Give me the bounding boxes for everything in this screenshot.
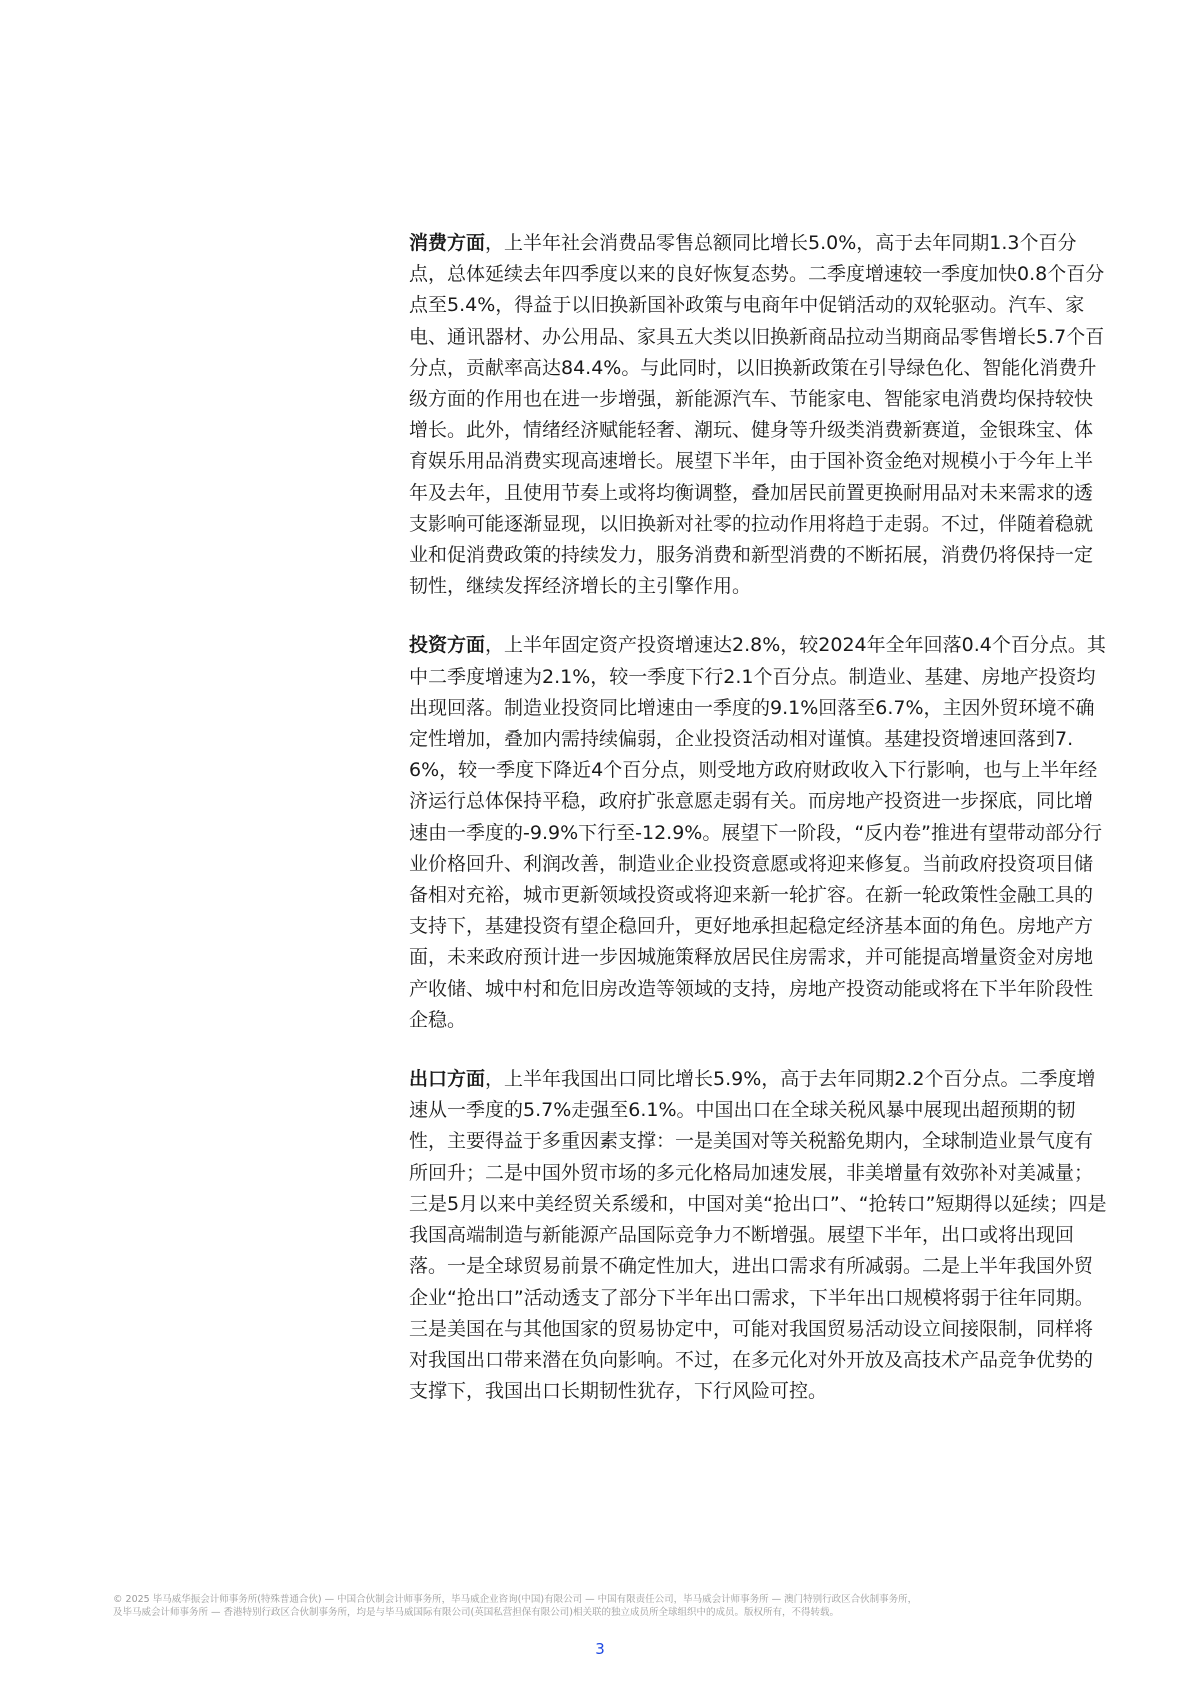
article-body	[409, 228, 1109, 1435]
copyright-line-2: 及毕马威会计师事务所 — 香港特别行政区合伙制事务所，均是与毕马威国际有限公司(英国私营担保有限公司)相关联的独立成员所全球组织中的成员。版权所有，不得转载。	[113, 1607, 839, 1618]
paragraph-text-export: ，上半年我国出口同比增长5.9%，高于去年同期2.2个百分点。二季度增速从一季度的5.7%走强至6.1%。中国出口在全球关税风暴中展现出超预期的韧性，主要得益于多重因素支撑：一是美国对等关税豁免期内，全球制造业景气度有所回升；二是中国外贸市场的多元化格局加速发展，非美增量有效弥补对美减量；三是5月以来中美经贸关系缓和，中国对美“抢出口”、“抢转口”短期得以延续；四是我国高端制造与新能源产品国际竞争力不断增强。展望下半年，出口或将出现回落。一是全球贸易前景不确定性加大，进出口需求有所减弱。二是上半年我国外贸企业“抢出口”活动透支了部分下半年出口需求，下半年出口规模将弱于往年同期。三是美国在与其他国家的贸易协定中，可能对我国贸易活动设立间接限制，同样将对我国出口带来潜在负向影响。不过，在多元化对外开放及高技术产品竞争优势的支撑下，我国出口长期韧性犹存，下行风险可控。	[409, 1068, 1107, 1403]
page-number: 3	[595, 1640, 605, 1658]
paragraph-text-consumption: ，上半年社会消费品零售总额同比增长5.0%，高于去年同期1.3个百分点，总体延续去年四季度以来的良好恢复态势。二季度增速较一季度加快0.8个百分点至5.4%，得益于以旧换新国补政策与电商年中促销活动的双轮驱动。汽车、家电、通讯器材、办公用品、家具五大类以旧换新商品拉动当期商品零售增长5.7个百分点，贡献率高达84.4%。与此同时，以旧换新政策在引导绿色化、智能化消费升级方面的作用也在进一步增强，新能源汽车、节能家电、智能家电消费均保持较快增长。此外，情绪经济赋能轻奢、潮玩、健身等升级类消费新赛道，金银珠宝、体育娱乐用品消费实现高速增长。展望下半年，由于国补资金绝对规模小于今年上半年及去年，且使用节奏上或将均衡调整，叠加居民前置更换耐用品对未来需求的透支影响可能逐渐显现，以旧换新对社零的拉动作用将趋于走弱。不过，伴随着稳就业和促消费政策的持续发力，服务消费和新型消费的不断拓展，消费仍将保持一定韧性，继续发挥经济增长的主引擎作用。	[409, 232, 1105, 598]
paragraph-lead-export: 出口方面	[409, 1068, 486, 1091]
paragraph-lead-investment: 投资方面	[409, 634, 486, 657]
paragraph-lead-consumption: 消费方面	[409, 232, 486, 254]
paragraph-text-investment: ，上半年固定资产投资增速达2.8%，较2024年全年回落0.4个百分点。其中二季度增速为2.1%，较一季度下行2.1个百分点。制造业、基建、房地产投资均出现回落。制造业投资同比增速由一季度的9.1%回落至6.7%，主因外贸环境不确定性增加，叠加内需持续偏弱，企业投资活动相对谨慎。基建投资增速回落到7.6%，较一季度下降近4个百分点，则受地方政府财政收入下行影响，也与上半年经济运行总体保持平稳，政府扩张意愿走弱有关。而房地产投资进一步探底，同比增速由一季度的-9.9%下行至-12.9%。展望下一阶段，“反内卷”推进有望带动部分行业价格回升、利润改善，制造业企业投资意愿或将迎来修复。当前政府投资项目储备相对充裕，城市更新领域投资或将迎来新一轮扩容。在新一轮政策性金融工具的支持下，基建投资有望企稳回升，更好地承担起稳定经济基本面的角色。房地产方面，未来政府预计进一步因城施策释放居民住房需求，并可能提高增量资金对房地产收储、城中村和危旧房改造等领域的支持，房地产投资动能或将在下半年阶段性企稳。	[409, 634, 1106, 1031]
paragraph-consumption	[409, 228, 1109, 602]
copyright-line-1: © 2025 毕马威华振会计师事务所(特殊普通合伙) — 中国合伙制会计师事务所，毕马威企业咨询(中国)有限公司 — 中国有限责任公司，毕马威会计师事务所 — 澳门特别行政区合伙制事务所，	[113, 1594, 918, 1605]
paragraph-export	[409, 1064, 1109, 1407]
copyright-footer	[113, 1593, 1113, 1619]
paragraph-investment	[409, 630, 1109, 1036]
